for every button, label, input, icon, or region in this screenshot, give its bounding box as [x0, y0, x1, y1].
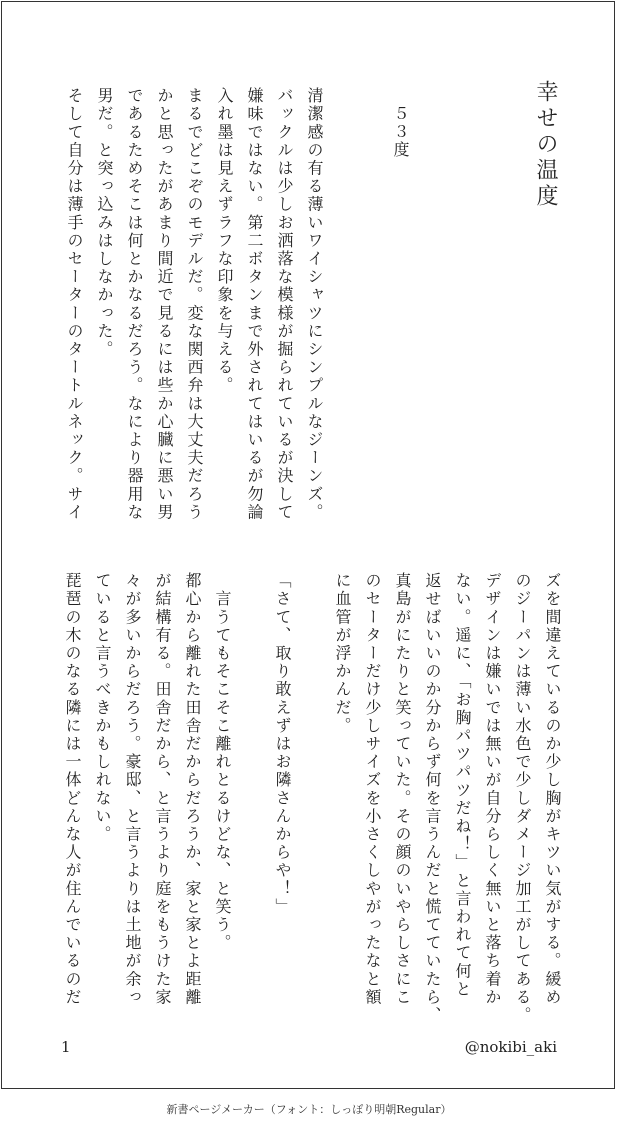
page-number: 1	[61, 1038, 71, 1056]
book-page	[1, 1, 615, 1089]
generator-caption: 新書ページメーカー（フォント：しっぽり明朝Regular）	[166, 1103, 452, 1116]
author-handle: @nokibi_aki	[464, 1038, 557, 1056]
body-text-lower: ズを間違えているのか少し胸がキツい気がする。緩め のジーパンは薄い水色で少しダメージ加工がしてある。 デザインは嫌いでは無いが自分らしく無いと落ち着か ない。遥に、「お胸パツパツだね！」と言われて何と 返せばいいのか分からず何を言うんだと慌てていたら、 真島がにたりと笑っていた。その顔のいやらしさにこ のセーターだけ少しサイズを小さくしやがったなと額 に血管が浮かんだ。 「さて、取り敢えずはお隣さんからや！」 言うてもそこそこ離れとるけどな、と笑う。 都心から離れた田舎だからだろうか、家と家とよ距離 が結構有る。田舎だから、と言うより庭をもうけた家 々が多いからだろう。豪邸、と言うよりは土地が余っ ていると言うべきかもしれない。 琵琶の木のなる隣には一体どんな人が住んでいるのだ	[63, 572, 562, 1025]
chapter-heading: ５３度	[391, 105, 410, 159]
story-title: 幸せの温度	[533, 80, 558, 210]
body-text-upper: 清潔感の有る薄いワイシャツにシンプルなジーンズ。 バックルは少しお洒落な模様が掘られているが決して 嫌味ではない。第二ボタンまで外されてはいるが勿論 入れ墨は見えずラフな印象を与える。 まるでどこぞのモデルだ。変な関西弁は大丈夫だろう かと思ったがあまり間近で見るには些か心臓に悪い男 であるためそこは何とかなるだろう。なにより器用な 男だ。と突っ込みはしなかった。 そして自分は薄手のセーターのタートルネック。サイ	[65, 87, 324, 522]
